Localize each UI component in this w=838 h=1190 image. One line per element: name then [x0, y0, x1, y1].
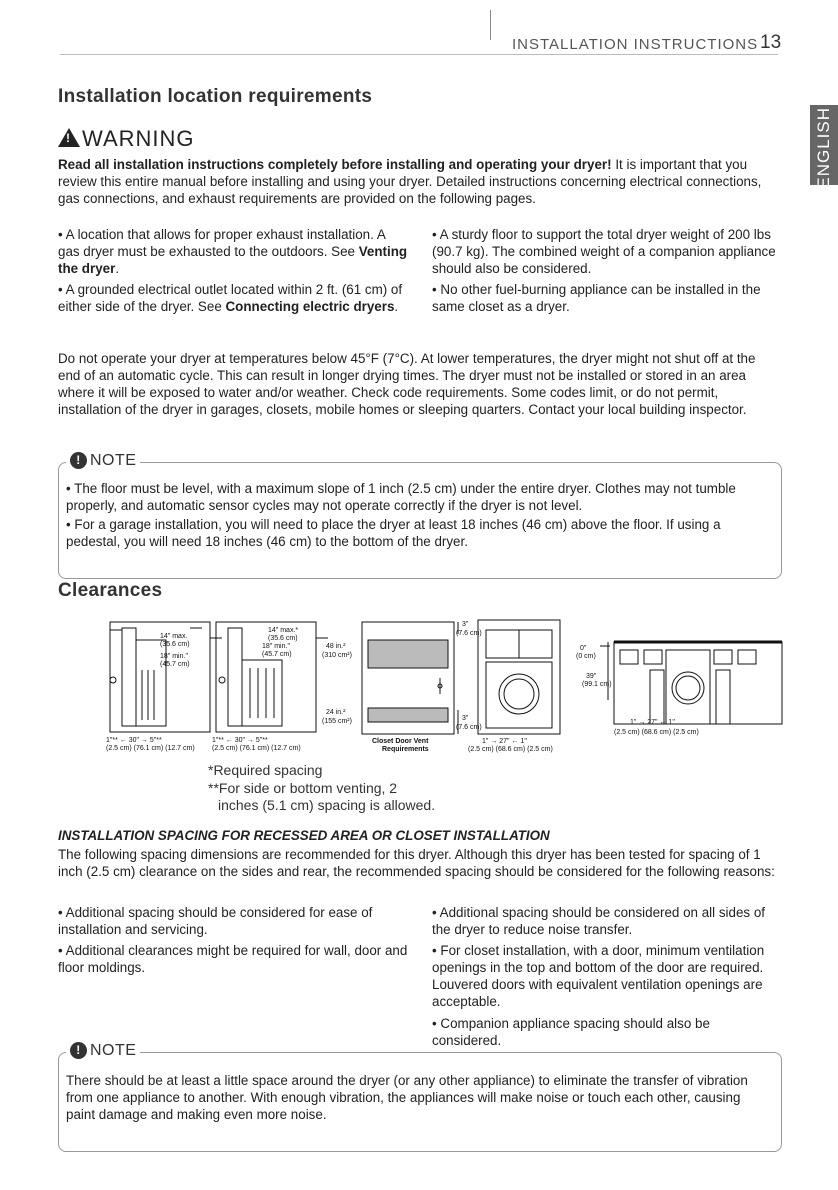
warning-heading [58, 126, 195, 152]
warning-paragraph [58, 156, 770, 207]
vent-top-label: 48 in.² [326, 643, 346, 650]
page-number: 13 [760, 32, 782, 53]
recessed-item: • For closet installation, with a door, minimum ventilation openings in the top and bottom of the door are required. Louvered doors with equivalent ventilation openings are acceptable. [432, 943, 765, 1009]
stack-bottom-label: 1" → 27" ← 1" [482, 738, 527, 745]
recessed-item: • Additional spacing should be considered for ease of installation and servicing. [58, 905, 373, 937]
location-title: Installation location requirements [58, 86, 373, 107]
side-bottom-cm: (2.5 cm) (68.6 cm) (2.5 cm) [614, 729, 699, 736]
recessed-item: • Additional clearances might be required for wall, door and floor moldings. [58, 943, 408, 975]
location-item: • No other fuel-burning appliance can be installed in the same closet as a dryer. [432, 282, 761, 314]
location-item: • A location that allows for proper exhaust installation. A gas dryer must be exhausted to the outdoors. See Venting the dryer. [58, 227, 408, 276]
d2-bottom-cm: (2.5 cm) (76.1 cm) (12.7 cm) [212, 745, 301, 752]
clearances-title: Clearances [58, 580, 163, 601]
side-by-side-outline [614, 642, 782, 724]
location-item: • A grounded electrical outlet located within 2 ft. (61 cm) of either side of the dryer. See Connecting electric dryers. [58, 282, 403, 314]
side-mid-label: 39" [586, 673, 597, 680]
closet-top-label: 3" [462, 621, 469, 628]
header-section-title: INSTALLATION INSTRUCTIONS [512, 36, 759, 53]
d2-mid-cm: (45.7 cm) [262, 651, 292, 658]
location-item: • A sturdy floor to support the total dryer weight of 200 lbs (90.7 kg). The combined weight of a companion appliance should also be considered. [432, 227, 776, 276]
d2-top-cm: (35.6 cm) [268, 635, 298, 642]
required-spacing-caption: *Required spacing [208, 762, 323, 778]
d2-mid-label: 18" min." [262, 643, 290, 650]
venting-caption-2: inches (5.1 cm) spacing is allowed. [218, 797, 436, 813]
d2-bottom-label: 1"** ← 30" → 5"** [212, 737, 268, 744]
recessed-item: • Additional spacing should be considered on all sides of the dryer to reduce noise transfer. [432, 905, 765, 937]
note-heading-2: ! NOTE [66, 1042, 140, 1060]
side-bottom-label: 1" → 27" ← 1" [630, 719, 675, 726]
venting-caption: **For side or bottom venting, 2 [208, 780, 398, 796]
note-item: • For a garage installation, you will need to place the dryer at least 18 inches (46 cm) above the floor. If using a pedestal, you will need 18 inches (46 cm) to the bottom of the dryer. [66, 517, 721, 549]
closet-caption-1: Closet Door Vent [372, 738, 429, 745]
warning-bold: Read all installation instructions completely before installing and operating your dryer! [58, 157, 612, 172]
side-top-cm: (0 cm) [576, 653, 596, 660]
d1-mid-cm: (45.7 cm) [160, 661, 190, 668]
warning-icon [58, 128, 80, 147]
closet-top-cm: (7.6 cm) [456, 630, 482, 637]
clearance-diagram [100, 610, 790, 765]
d1-top-label: 14" max. [160, 633, 188, 640]
recessed-item: • Companion appliance spacing should also be considered. [432, 1016, 710, 1048]
d2-top-label: 14" max.* [268, 627, 299, 634]
d1-mid-label: 18" min." [160, 653, 188, 660]
d1-bottom-label: 1"** ← 30" → 5"** [106, 737, 162, 744]
info-icon: ! [70, 1042, 87, 1059]
temperature-paragraph: Do not operate your dryer at temperatures below 45°F (7°C). At lower temperatures, the dryer might not shut off at the end of an automatic cycle. This can result in longer drying times. The dryer must not be installed or stored in an area where it will be exposed to water and/or weather. Check code requirements. Some codes limit, or do not permit, installation of the dryer in garages, closets, mobile homes or sleeping quarters. Contact your local building inspector. [58, 351, 756, 417]
d1-top-cm: (35.6 cm) [160, 641, 190, 648]
warning-text: It is important that you review this entire manual before installing and using your dryer. Detailed instructions concerning electrical connections, gas connections, and exhaust requirements are provided on the following pages. [58, 157, 762, 206]
info-icon: ! [70, 452, 87, 469]
side-mid-cm: (99.1 cm) [582, 681, 612, 688]
note-heading: ! NOTE [66, 452, 140, 470]
side-top-label: 0" [580, 645, 587, 652]
language-tab-label: ENGLISH [814, 107, 833, 189]
language-tab [810, 105, 838, 189]
closet-caption-2: Requirements [382, 746, 429, 753]
stack-bottom-cm: (2.5 cm) (68.6 cm) (2.5 cm) [468, 746, 553, 753]
vent-bottom-label: 24 in.² [326, 709, 346, 716]
vent-top-cm: (310 cm²) [322, 652, 352, 659]
recessed-intro: The following spacing dimensions are recommended for this dryer. Although this dryer has been tested for spacing of 1 inch (2.5 cm) clearance on the sides and rear, the recommended spacing should be considered for the following reasons: [58, 847, 775, 879]
header-divider [490, 10, 491, 40]
header-rule [60, 54, 778, 55]
warning-label: WARNING [82, 126, 195, 151]
vent-bottom-cm: (155 cm²) [322, 718, 352, 725]
d1-bottom-cm: (2.5 cm) (76.1 cm) (12.7 cm) [106, 745, 195, 752]
note-2-text: There should be at least a little space around the dryer (or any other appliance) to eliminate the transfer of vibration from one appliance to another. With enough vibration, the appliances will make noise or touch each other, causing paint damage and making even more noise. [66, 1073, 748, 1122]
recessed-heading: INSTALLATION SPACING FOR RECESSED AREA OR CLOSET INSTALLATION [58, 828, 550, 843]
note-item: • The floor must be level, with a maximum slope of 1 inch (2.5 cm) under the entire dryer. Clothes may not tumble properly, and automatic sensor cycles may not operate correctly if the dryer is not level. [66, 481, 736, 513]
closet-bottom-cm: (7.6 cm) [456, 724, 482, 731]
closet-bottom-label: 3" [462, 715, 469, 722]
